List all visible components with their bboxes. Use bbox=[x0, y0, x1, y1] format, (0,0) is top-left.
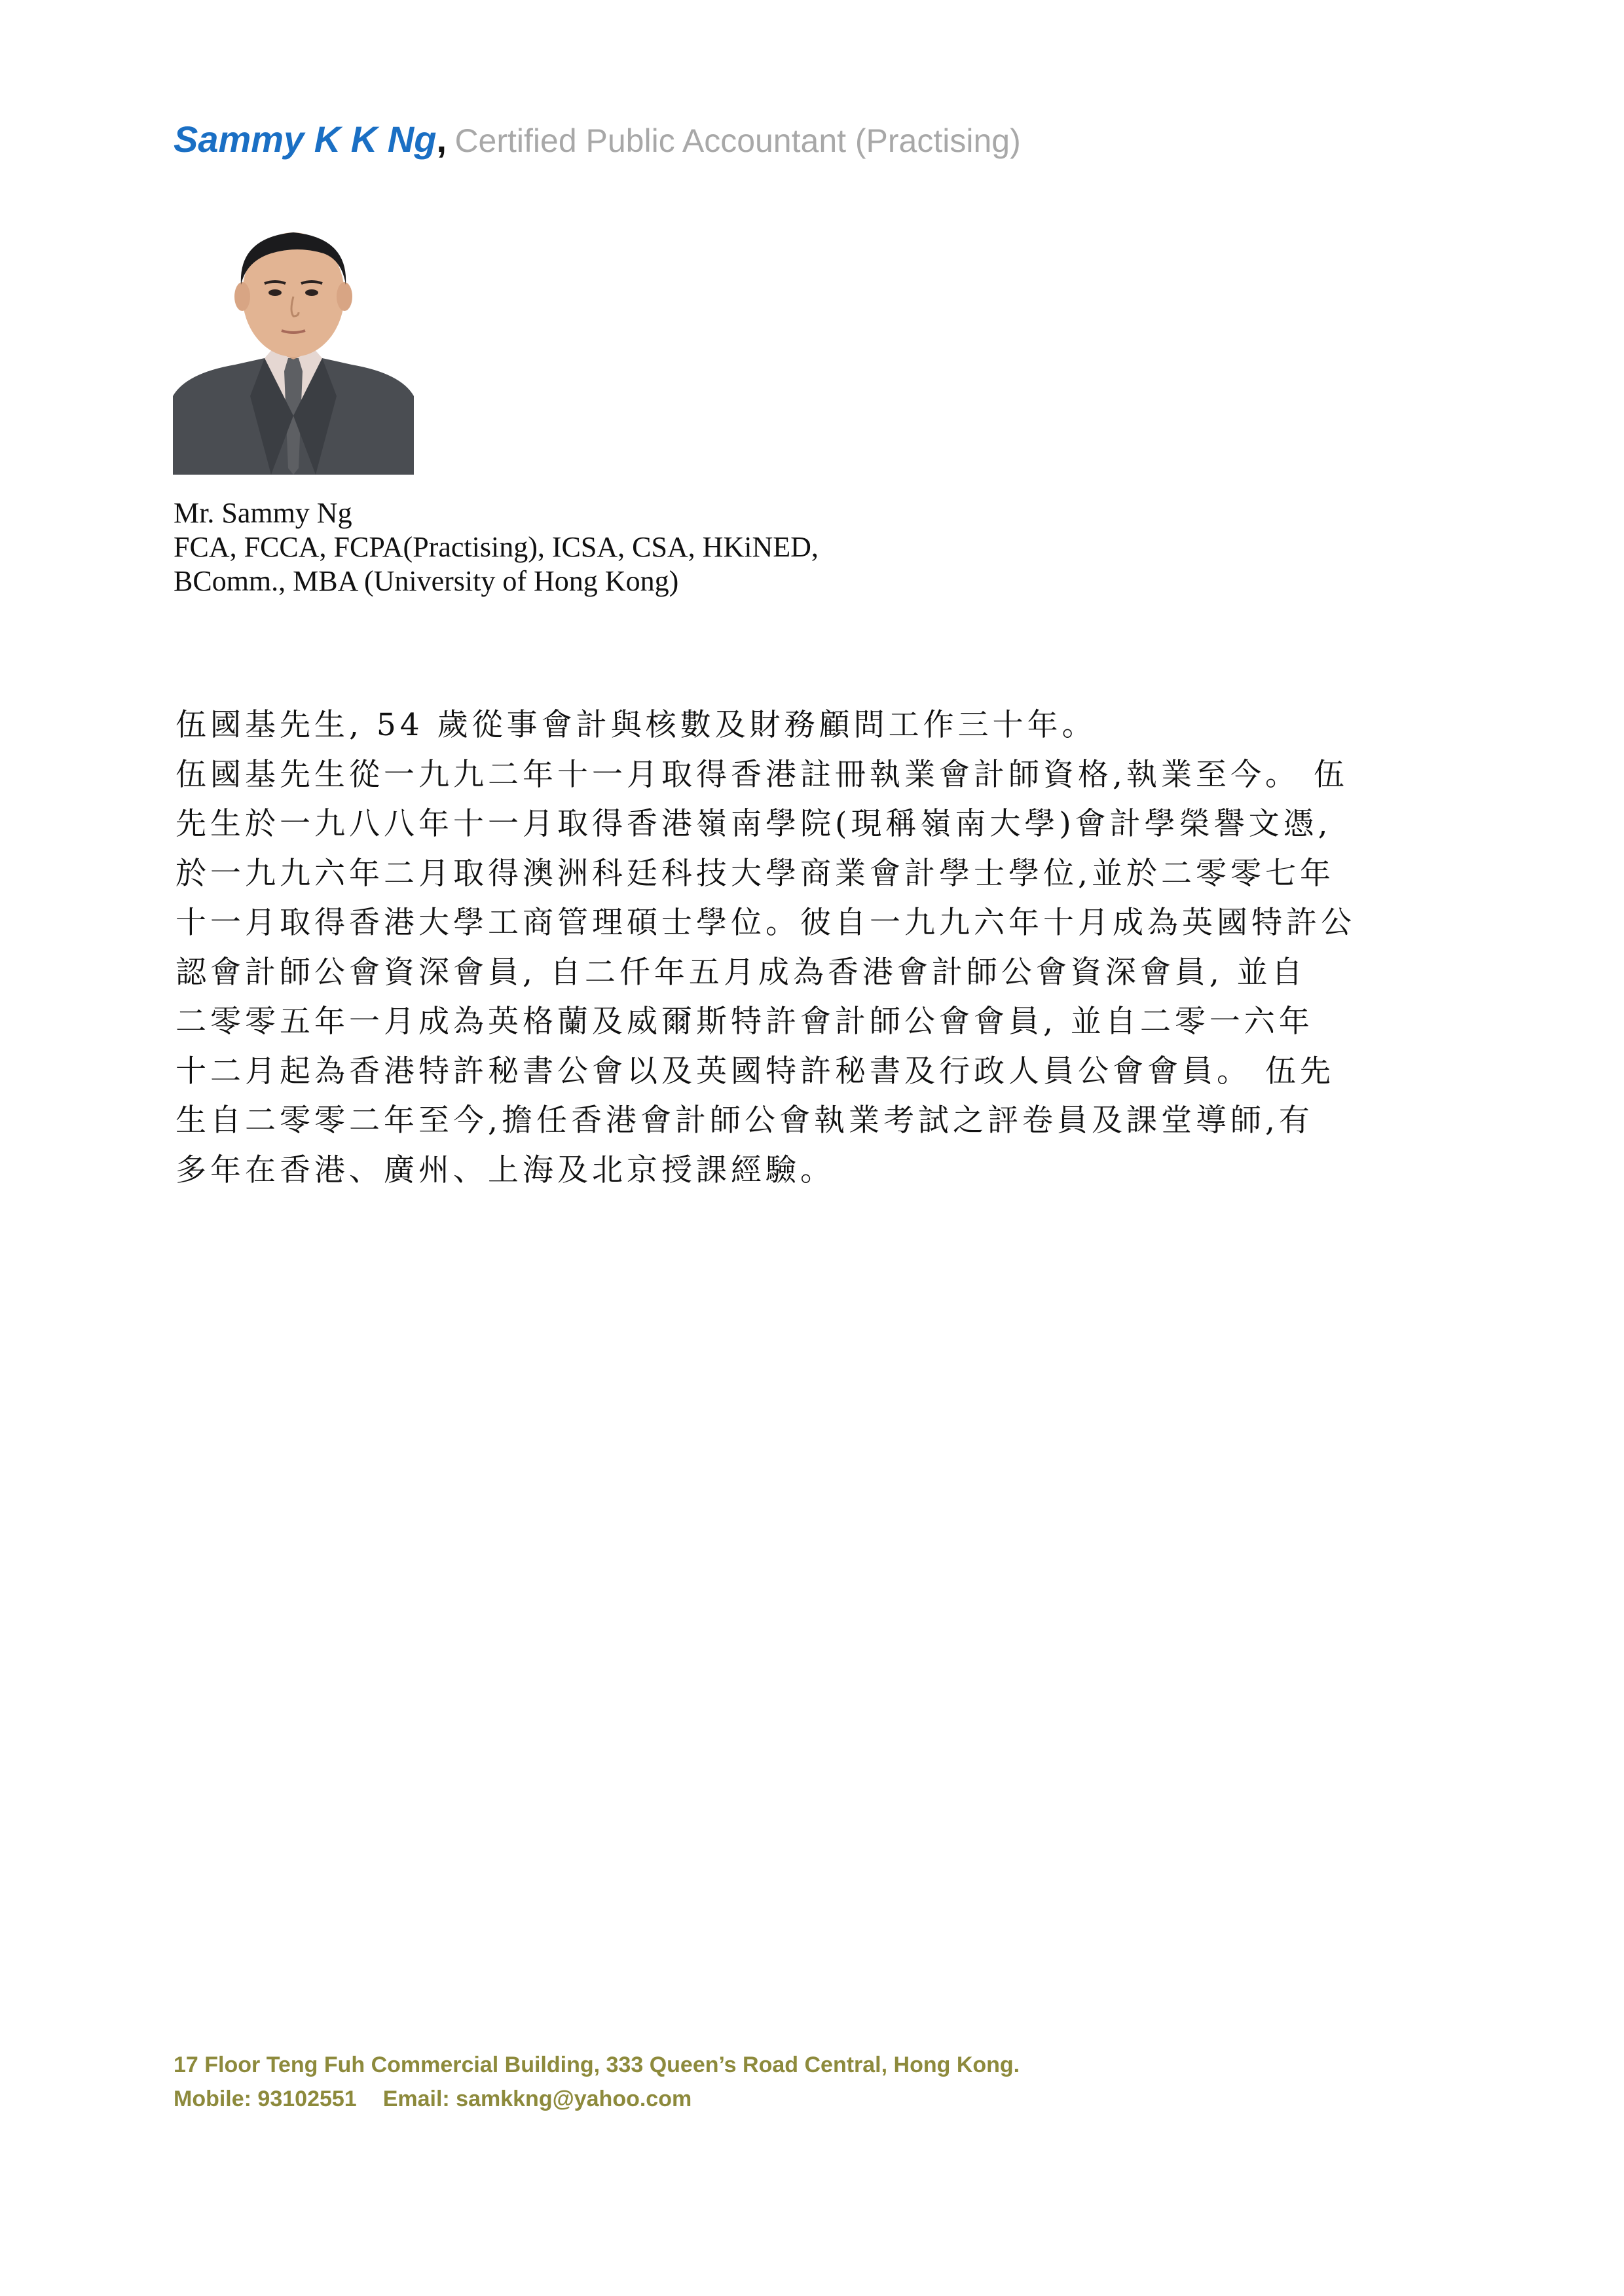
bio-line: 先生於一九八八年十一月取得香港嶺南學院(現稱嶺南大學)會計學榮譽文憑, bbox=[175, 806, 1332, 842]
bio-line: 認會計師公會資深會員, 自二仟年五月成為香港會計師公會資深會員, 並自 bbox=[175, 954, 1306, 991]
bio-line: 於一九九六年二月取得澳洲科廷科技大學商業會計學士學位,並於二零零七年 bbox=[175, 855, 1335, 892]
credentials-name: Mr. Sammy Ng bbox=[174, 497, 352, 529]
footer-email[interactable]: Email: samkkng@yahoo.com bbox=[382, 2086, 692, 2111]
bio-line: 十二月起為香港特許秘書公會以及英國特許秘書及行政人員公會會員。 伍先 bbox=[175, 1053, 1335, 1089]
person-name: Sammy K K Ng bbox=[174, 118, 437, 160]
biography-text bbox=[175, 701, 1459, 1195]
credentials-qualifications: FCA, FCCA, FCPA(Practising), ICSA, CSA, HKiNED, bbox=[174, 531, 819, 563]
bio-line: 伍國基先生, 54 歲從事會計與核數及財務顧問工作三十年。 bbox=[175, 707, 1097, 743]
person-photo-icon bbox=[173, 219, 414, 475]
bio-line: 生自二零零二年至今,擔任香港會計師公會執業考試之評卷員及課堂導師,有 bbox=[175, 1102, 1314, 1139]
bio-line: 二零零五年一月成為英格蘭及威爾斯特許會計師公會會員, 並自二零一六年 bbox=[175, 1004, 1314, 1040]
bio-line: 十一月取得香港大學工商管理碩士學位。彼自一九九六年十月成為英國特許公 bbox=[175, 905, 1356, 941]
footer-address: 17 Floor Teng Fuh Commercial Building, 333 Queen’s Road Central, Hong Kong. bbox=[174, 2052, 1020, 2077]
footer-contact bbox=[174, 2082, 1020, 2116]
page-header bbox=[174, 118, 1021, 160]
bio-line: 伍國基先生從一九九二年十一月取得香港註冊執業會計師資格,執業至今。 伍 bbox=[175, 756, 1348, 793]
portrait-photo bbox=[173, 219, 414, 475]
header-comma: , bbox=[436, 118, 447, 160]
credentials-degrees: BComm., MBA (University of Hong Kong) bbox=[174, 565, 679, 597]
footer-mobile: Mobile: 93102551 bbox=[174, 2086, 357, 2111]
credentials-block bbox=[174, 496, 819, 598]
professional-title: Certified Public Accountant (Practising) bbox=[454, 122, 1021, 159]
page-footer bbox=[174, 2048, 1020, 2116]
bio-line: 多年在香港、廣州、上海及北京授課經驗。 bbox=[175, 1152, 835, 1188]
